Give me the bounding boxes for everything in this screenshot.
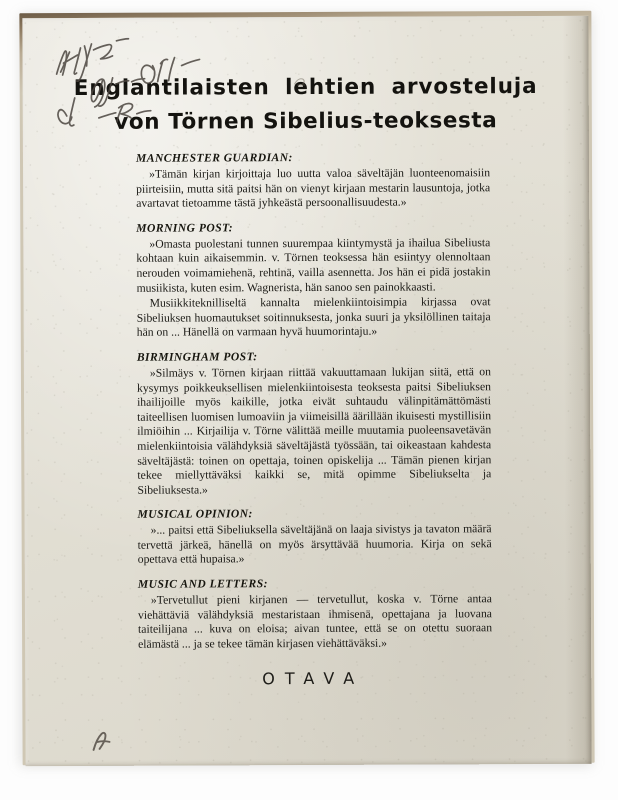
review-item bbox=[138, 506, 492, 567]
title-line-2: von Törnen Sibelius-teoksesta bbox=[114, 108, 498, 135]
review-item bbox=[138, 576, 492, 652]
review-list bbox=[136, 150, 492, 662]
title-line-1: Englantilaisten lehtien arvosteluja bbox=[73, 73, 538, 102]
book-back-cover bbox=[22, 16, 591, 766]
review-item bbox=[136, 220, 491, 341]
review-paragraph: »Tämän kirjan kirjoittaja luo uutta valoa säveltäjän luonteenomaisiin piirteisiin, mutta sitä paitsi hän on vienyt kirjaan mestarin lausuntoja, jotka avartavat tietoamme tästä jyhkeästä persoonallisuudesta.» bbox=[136, 166, 491, 210]
review-source: MUSICAL OPINION: bbox=[137, 507, 253, 522]
review-source: MUSIC AND LETTERS: bbox=[137, 577, 268, 591]
review-source: MORNING POST: bbox=[136, 221, 234, 235]
review-source: BIRMINGHAM POST: bbox=[136, 350, 258, 364]
review-paragraph: »Tervetullut pieni kirjanen — tervetullut, koska v. Törne antaa viehättäviä välähdyksiä mestaristaan ihmisenä, opettajana ja luovana taiteilijana ... kuva on eloisa; aivan tuntee, että se on otettu suoraan elämästä ... ja se tekee tämän kirjasen viehättäväksi.» bbox=[137, 592, 493, 651]
review-paragraph: »Silmäys v. Törnen kirjaan riittää vakuuttamaan lukijan siitä, että on kysymys poikkeuksellisen mielenkiintoisesta teoksesta paitsi Sibeliuksen ihailijoille myös kaikille, jotka eivät suhtaudu välinpitämättömästi taiteellisen luomisen lumoaviin ja viimeisillä äärillään ikuisesti mystillisiin ilmiöihin ... Kirjailija v. Törne välittää meille muutamia puoleensavetävän mielenkiintoisia välähdyksiä säveltäjästä työssään, tai oikeastaan kahdesta säveltäjästä: toinen on opettaja, toinen opiskelija ... Tämän pienen kirjan tekee miellyttäväksi kaikki se, mitä opimme Sibeliukselta ja Sibeliuksesta.» bbox=[136, 365, 492, 497]
cover-title bbox=[23, 70, 589, 140]
publisher-imprint: OTAVA bbox=[262, 668, 365, 689]
review-paragraph: »... paitsi että Sibeliuksella säveltäjänä on laaja sivistys ja tavaton määrä tervettä järkeä, hänellä on myös ärsyttävää huumoria. Kirja on sekä opettava että hupaisa.» bbox=[137, 522, 492, 567]
review-paragraph: Musiikkiteknilliseltä kannalta mielenkiintoisimpia kirjassa ovat Sibeliuksen huomautukset soitinnuksesta, jonka suuri ja yksilöllinen taitaja hän on ... Hänellä on varmaan hyvä huumorintaju.» bbox=[136, 295, 491, 340]
printed-content bbox=[22, 16, 591, 766]
review-source: MANCHESTER GUARDIAN: bbox=[135, 151, 293, 165]
review-item bbox=[136, 150, 490, 211]
review-item bbox=[137, 349, 492, 498]
review-paragraph: »Omasta puolestani tunnen suurempaa kiintymystä ja ihailua Sibeliusta kohtaan kuin aikaisemmin. v. Törnen teoksessa hän esiintyy olennoltaan nerouden voimamiehenä, rehtinä, vailla asennetta. Jos hän ei pidä jostakin musiikista, kuten esim. Wagnerista, hän sanoo sen painokkaasti. bbox=[136, 235, 491, 295]
